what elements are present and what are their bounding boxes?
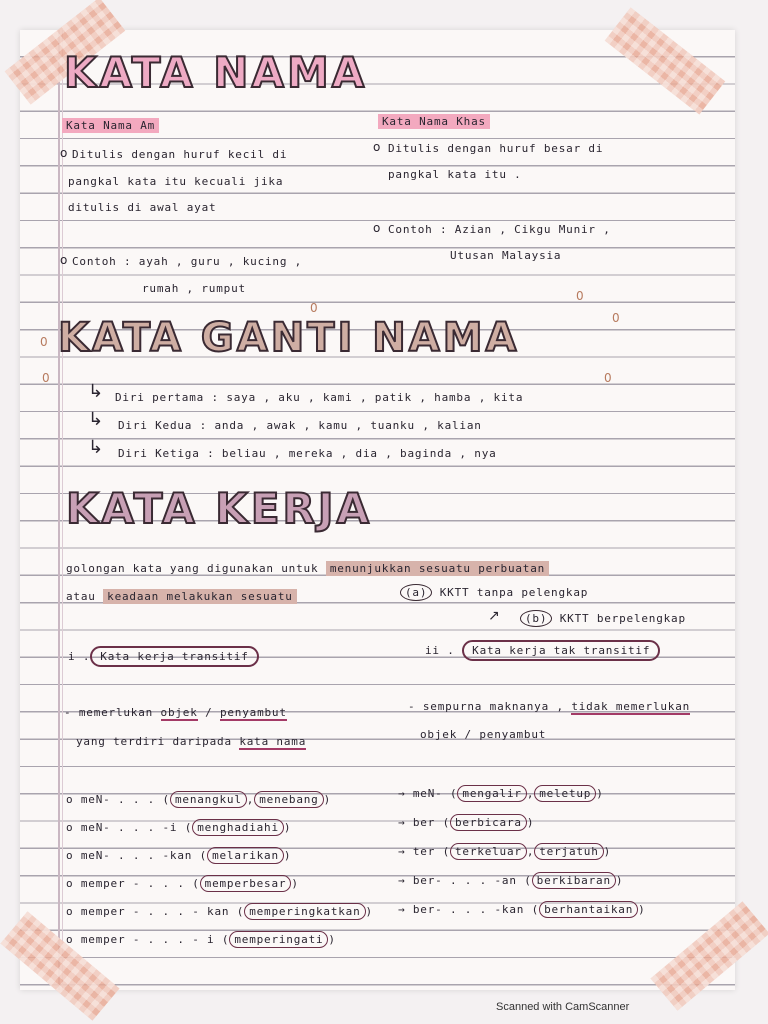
imbuhan-text: memper - . . . - kan (80, 905, 230, 918)
label-kata-nama-am: Kata Nama Am (62, 120, 159, 131)
khas-example-line1: Contoh : Azian , Cikgu Munir , (388, 223, 611, 236)
imbuhan-text: ) (328, 933, 336, 946)
kktt-b: (b) KKTT berpelengkap (520, 613, 686, 624)
imbuhan-text: ( (162, 793, 170, 806)
bullet-icon: o (66, 849, 81, 862)
khas-example-line2: Utusan Malaysia (450, 249, 562, 262)
khas-point-line1: Ditulis dengan huruf besar di (388, 142, 604, 155)
imbuhan-text: ( (236, 905, 245, 918)
imbuhan-row (398, 846, 611, 857)
imbuhan-text: → ber- . . . -kan (398, 903, 525, 916)
turn-arrow-icon: ↳ (88, 437, 104, 458)
curved-arrow-icon: ↗ (488, 608, 500, 624)
margin-line (58, 30, 60, 990)
imbuhan-row (398, 788, 604, 799)
imbuhan-text: ) (365, 905, 373, 918)
transitif-heading: i . Kata kerja transitif (68, 651, 259, 662)
bullet-icon: o (66, 793, 81, 806)
imbuhan-text: ( (449, 787, 458, 800)
ganti-nama-item: Diri Ketiga : beliau , mereka , dia , baginda , nya (118, 447, 497, 460)
imbuhan-text: memper - . . . (80, 877, 185, 890)
decor-dot-icon: 0 (604, 371, 612, 385)
imbuhan-text: ) (283, 821, 292, 834)
decor-dot-icon: 0 (42, 371, 50, 385)
imbuhan-text: ( (192, 877, 200, 890)
circled-word: menangkul (170, 791, 247, 808)
bullet-icon: o (66, 905, 81, 918)
imbuhan-text: → meN- (398, 787, 443, 800)
decor-dot-icon: 0 (40, 335, 48, 349)
imbuhan-text: ) (526, 816, 535, 829)
bullet-icon: o (60, 146, 68, 160)
imbuhan-text: ( (531, 903, 540, 916)
imbuhan-text: → ber- . . . -an (398, 874, 517, 887)
imbuhan-text: ( (442, 845, 450, 858)
imbuhan-text: ) (596, 787, 604, 800)
ganti-nama-item: Diri Kedua : anda , awak , kamu , tuanku , kalian (118, 419, 482, 432)
imbuhan-text: ( (184, 821, 193, 834)
label-kata-nama-khas: Kata Nama Khas (378, 116, 490, 127)
transitif-desc-line1: - memerlukan objek / penyambut (64, 706, 287, 719)
bullet-icon: o (60, 253, 68, 267)
circled-word: melarikan (207, 847, 284, 864)
imbuhan-text: ( (524, 874, 532, 887)
am-point-line2: pangkal kata itu kecuali jika (68, 175, 284, 188)
am-example-line2: rumah , rumput (142, 282, 246, 295)
circled-word: berbicara (450, 814, 527, 831)
bullet-icon: o (373, 221, 381, 235)
imbuhan-text: ) (638, 903, 646, 916)
margin-line-inner (62, 30, 63, 990)
bullet-icon: o (66, 877, 81, 890)
imbuhan-text: ( (221, 933, 230, 946)
imbuhan-text: meN- . . . -i (80, 821, 178, 834)
circled-word: meletup (534, 785, 596, 802)
heading-kata-nama: KATA NAMA (64, 48, 368, 97)
imbuhan-text: , (526, 845, 535, 858)
kerja-definition-line1: golongan kata yang digunakan untuk menunjukkan sesuatu perbuatan (66, 563, 549, 574)
imbuhan-text: → ter (398, 845, 436, 858)
bullet-icon: o (66, 821, 81, 834)
imbuhan-text (443, 787, 450, 800)
bullet-icon: o (373, 140, 381, 154)
turn-arrow-icon: ↳ (88, 381, 104, 402)
circled-word: menghadiahi (192, 819, 284, 836)
imbuhan-text: ) (603, 845, 612, 858)
imbuhan-text (229, 905, 236, 918)
imbuhan-text (155, 793, 162, 806)
imbuhan-text: meN- . . . -kan (80, 849, 193, 862)
imbuhan-row (398, 875, 623, 886)
circled-word: berkibaran (532, 872, 616, 889)
imbuhan-text (177, 821, 184, 834)
bullet-icon: o (66, 933, 81, 946)
imbuhan-text (214, 933, 221, 946)
imbuhan-text: , (526, 787, 535, 800)
ganti-nama-item: Diri pertama : saya , aku , kami , patik , hamba , kita (115, 391, 524, 404)
imbuhan-text: → ber (398, 816, 436, 829)
tak-transitif-desc-line1: - sempurna maknanya , tidak memerlukan (408, 700, 691, 713)
circled-word: memperbesar (200, 875, 292, 892)
imbuhan-text (192, 849, 199, 862)
circled-word: menebang (254, 791, 323, 808)
imbuhan-row (398, 904, 646, 915)
tak-transitif-desc-line2: objek / penyambut (420, 728, 547, 741)
imbuhan-text: meN- . . . (80, 793, 156, 806)
circled-word: memperingati (229, 931, 328, 948)
circled-word: berhantaikan (539, 901, 638, 918)
imbuhan-text (435, 845, 442, 858)
circled-word: terkeluar (450, 843, 527, 860)
imbuhan-row (66, 794, 331, 805)
imbuhan-row (66, 850, 291, 861)
imbuhan-text: , (246, 793, 255, 806)
imbuhan-text (524, 903, 531, 916)
decor-dot-icon: 0 (576, 289, 584, 303)
kerja-definition-line2: atau keadaan melakukan sesuatu (66, 591, 297, 602)
imbuhan-row (66, 906, 373, 917)
imbuhan-row (398, 817, 534, 828)
decor-dot-icon: 0 (310, 301, 318, 315)
transitif-desc-line2: yang terdiri daripada kata nama (76, 735, 307, 748)
circled-word: terjatuh (534, 843, 603, 860)
scanner-watermark: Scanned with CamScanner (496, 1001, 630, 1013)
circled-word: memperingkatkan (244, 903, 365, 920)
imbuhan-text: ) (291, 877, 299, 890)
khas-point-line2: pangkal kata itu . (388, 168, 522, 181)
circled-word: mengalir (457, 785, 526, 802)
tak-transitif-heading: ii . Kata kerja tak transitif (425, 645, 660, 656)
imbuhan-row (66, 878, 299, 889)
am-example-line1: Contoh : ayah , guru , kucing , (72, 255, 303, 268)
imbuhan-text: ( (442, 816, 450, 829)
imbuhan-text: ) (283, 849, 292, 862)
imbuhan-row (66, 934, 336, 945)
heading-kata-kerja: KATA KERJA (66, 484, 373, 533)
imbuhan-text: ) (615, 874, 624, 887)
am-point-line3: ditulis di awal ayat (68, 201, 217, 214)
kktt-a: (a) KKTT tanpa pelengkap (400, 587, 588, 598)
heading-kata-ganti-nama: KATA GANTI NAMA (58, 315, 520, 361)
am-point-line1: Ditulis dengan huruf kecil di (72, 148, 288, 161)
decor-dot-icon: 0 (612, 311, 620, 325)
imbuhan-row (66, 822, 291, 833)
imbuhan-text: memper - . . . - i (80, 933, 215, 946)
imbuhan-text (435, 816, 442, 829)
imbuhan-text: ) (323, 793, 332, 806)
imbuhan-text: ( (199, 849, 208, 862)
turn-arrow-icon: ↳ (88, 409, 104, 430)
